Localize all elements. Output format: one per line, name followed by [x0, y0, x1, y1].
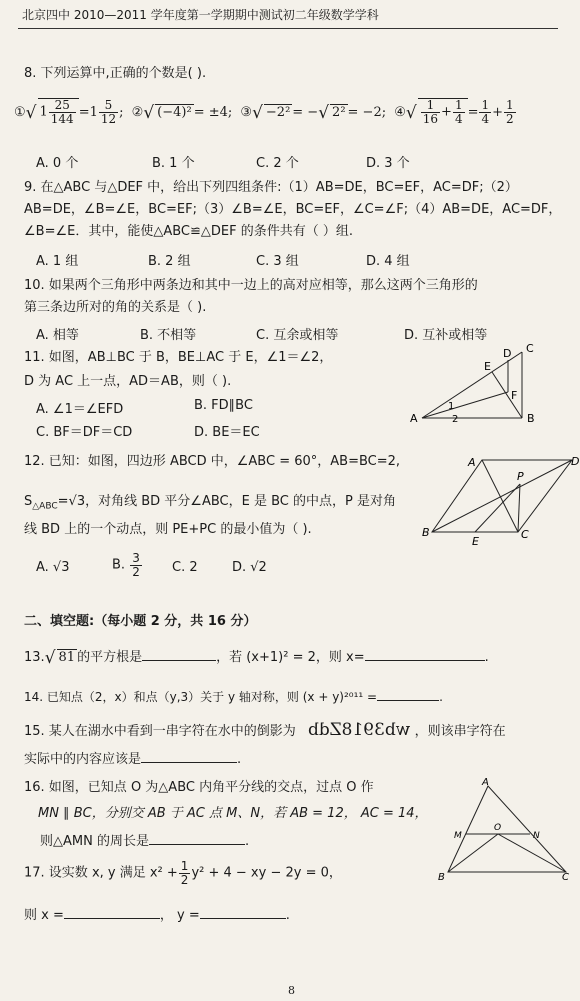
q16-label-a: A [482, 777, 489, 788]
q13-blank-2[interactable] [365, 648, 485, 661]
section-2-title: 二、填空题:（每小题 2 分，共 16 分） [24, 614, 257, 629]
q10-option-d: D. 互补或相等 [404, 328, 488, 343]
q17-blank-x[interactable] [64, 906, 160, 919]
q9-line1: 9. 在△ABC 与△DEF 中，给出下列四组条件:（1）AB=DE，BC=EF，AC=DF;（2） [24, 180, 518, 195]
q15-line1: 15. 某人在湖水中看到一串字符在水中的倒影为 wb3918Zdb ，则该串字符在 [24, 720, 506, 740]
q8-option-d: D. 3 个 [366, 156, 410, 171]
q11-label-e: E [484, 360, 491, 373]
q10-option-a: A. 相等 [36, 328, 79, 343]
q11-option-c: C. BF＝DF＝CD [36, 425, 133, 440]
q12-label-c: C [521, 528, 529, 541]
q11-figure [400, 342, 570, 428]
q17-line1: 17. 设实数 x, y 满足 x² + $\frac{1}{2}$ y² + 4 − xy − 2y = 0， [24, 859, 342, 887]
q15-mirror-text: wb3918Zdb [308, 720, 411, 740]
q11-option-a: A. ∠1＝∠EFD [36, 402, 124, 417]
q8-e3: ③√ −2² = −√ 2² = −2; [240, 102, 387, 123]
q11-line2: D 为 AC 上一点，AD＝AB，则（ ). [24, 374, 232, 389]
q9-option-d: D. 4 组 [366, 254, 410, 269]
q12-option-d: D. √2 [232, 560, 267, 575]
q16-line2: MN ∥ BC，分别交 AB 于 AC 点 M、N，若 AB = 12， AC = 14， [38, 806, 428, 821]
q15-blank[interactable] [141, 750, 237, 763]
q12-option-a: A. √3 [36, 560, 70, 575]
q8-option-b: B. 1 个 [152, 156, 195, 171]
q16-line3: 则△AMN 的周长是 . [40, 834, 250, 849]
q8-e4: ④√ $\frac{1}{16}$ + $\frac{1}{4}$ = $\frac{1}{4}$ + $\frac{1}{2}$ [394, 98, 514, 126]
q10-line1: 10. 如果两个三角形中两条边和其中一边上的高对应相等，那么这两个三角形的 [24, 278, 478, 293]
q12-label-p: P [517, 470, 524, 483]
q9-line2: AB=DE，∠B=∠E，BC=EF;（3）∠B=∠E，BC=EF，∠C=∠F;（4）AB=DE，AC=DF， [24, 202, 562, 217]
q8-option-c: C. 2 个 [256, 156, 299, 171]
q11-line1: 11. 如图，AB⊥BC 于 B，BE⊥AC 于 E，∠1＝∠2， [24, 350, 333, 365]
q11-label-a: A [410, 412, 418, 425]
q11-segment-af [422, 392, 508, 418]
q11-option-b: B. FD∥BC [194, 398, 253, 413]
q16-label-c: C [562, 872, 569, 883]
q8-e2: ②√ (−4)² = ±4; [131, 102, 233, 123]
q12-diagonal-bd [432, 460, 572, 532]
q12-label-e: E [472, 535, 479, 548]
q17-line2: 则 x = ， y = . [24, 908, 290, 923]
q10-line2: 第三条边所对的角的关系是（ ). [24, 300, 207, 315]
q10-option-c: C. 互余或相等 [256, 328, 339, 343]
header-rule [18, 28, 558, 29]
q8-expressions [14, 98, 517, 125]
q16-label-o: O [494, 823, 502, 833]
q11-label-d: D [503, 347, 512, 360]
q13-line: 13.√ 81 的平方根是 ，若 (x+1)² = 2，则 x= . [24, 648, 489, 668]
q12-option-c: C. 2 [172, 560, 198, 575]
q12-line1: 12. 已知：如图，四边形 ABCD 中，∠ABC = 60°，AB=BC=2, [24, 454, 401, 469]
q16-label-n: N [533, 831, 540, 841]
q14-line: 14. 已知点（2，x）和点（y,3）关于 y 轴对称，则 (x + y)²⁰¹¹ = . [24, 690, 443, 704]
q12-option-b: B. $\frac{3}{2}$ [112, 551, 140, 579]
q15-line2: 实际中的内容应该是 . [24, 752, 242, 767]
q11-label-c: C [526, 342, 534, 355]
q12-line2: $S_{\triangle ABC}=√3$，对角线 BD 平分∠ABC，E 是 BC 的中点，P 是对角 [24, 494, 396, 512]
q8-e1: ①√ 1 $\frac{25}{144}$ =1 $\frac{5}{12}$ ; [14, 98, 128, 126]
q9-option-b: B. 2 组 [148, 254, 191, 269]
q11-option-d: D. BE＝EC [194, 425, 260, 440]
q8-option-a: A. 0 个 [36, 156, 79, 171]
q16-line1: 16. 如图，已知点 O 为△ABC 内角平分线的交点，过点 O 作 [24, 780, 374, 795]
q11-label-b: B [527, 412, 535, 425]
page-header: 北京四中 2010—2011 学年度第一学期期中测试初二年级数学学科 [22, 8, 379, 22]
q9-option-a: A. 1 组 [36, 254, 79, 269]
q12-label-b: B [422, 526, 430, 539]
q12-diagonal-ac [482, 460, 518, 532]
q16-label-m: M [454, 831, 462, 841]
q8-stem: 8. 下列运算中,正确的个数是( ). [24, 66, 207, 81]
q11-label-f: F [511, 389, 518, 402]
q9-line3: ∠B=∠E．其中，能使△ABC≌△DEF 的条件共有（ ）组. [24, 224, 353, 239]
q11-label-2: 2 [452, 414, 459, 425]
q11-segment-ac [422, 352, 522, 418]
q12-label-d: D [571, 455, 580, 468]
q12-line3: 线 BD 上的一个动点，则 PE+PC 的最小值为（ ). [24, 522, 312, 537]
q14-blank[interactable] [377, 688, 439, 701]
q13-blank-1[interactable] [142, 648, 216, 661]
q12-figure [420, 448, 580, 548]
q16-label-b: B [438, 872, 445, 883]
q17-blank-y[interactable] [200, 906, 286, 919]
q11-label-1: 1 [448, 401, 455, 412]
q16-figure [436, 776, 574, 884]
q16-blank[interactable] [149, 832, 245, 845]
page-number: 8 [288, 984, 295, 997]
q10-option-b: B. 不相等 [140, 328, 197, 343]
q16-segment-oc [498, 834, 566, 872]
q9-option-c: C. 3 组 [256, 254, 299, 269]
q12-segment-pc [518, 484, 520, 532]
q12-label-a: A [468, 456, 476, 469]
